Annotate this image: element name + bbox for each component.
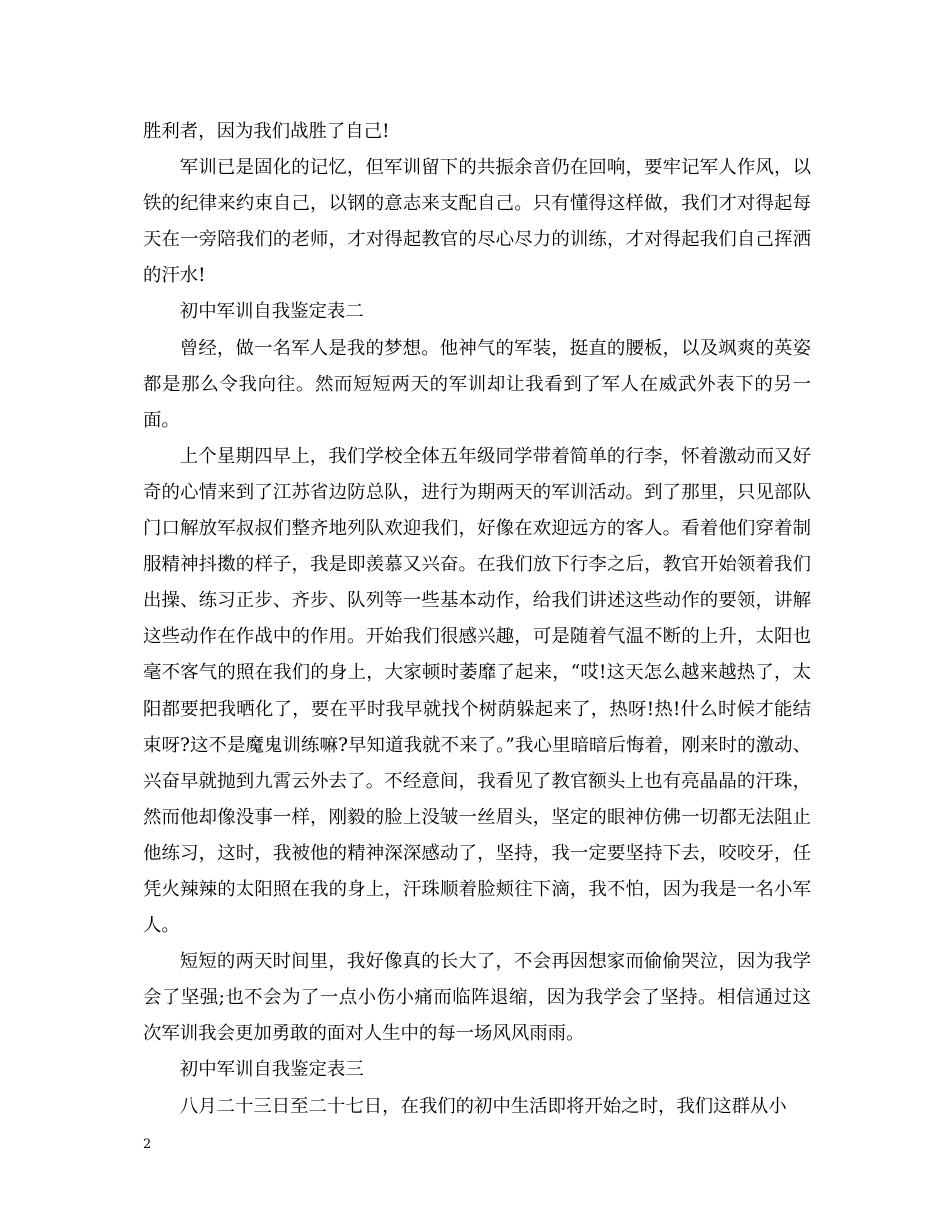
paragraph-6: 八月二十三日至二十七日，在我们的初中生活即将开始之时，我们这群从小: [179, 1095, 787, 1117]
section-heading-3: 初中军训自我鉴定表三: [179, 1059, 364, 1081]
paragraph-2: 军训已是固化的记忆，但军训留下的共振余音仍在回响，要牢记军人作风，以铁的纪律来约束自己，以钢的意志来支配自己。只有懂得这样做，我们才对得起每天在一旁陪我们的老师，才对得起教官的尽心尽力的训练，才对得起我们自己挥洒的汗水!: [143, 157, 811, 287]
paragraph-4: 上个星期四早上，我们学校全体五年级同学带着简单的行李，怀着激动而又好奇的心情来到了江苏省边防总队，进行为期两天的军训活动。到了那里，只见部队门口解放军叔叔们整齐地列队欢迎我们，好像在欢迎远方的客人。看着他们穿着制服精神抖擞的样子，我是即羡慕又兴奋。在我们放下行李之后，教官开始领着我们出操、练习正步、齐步、队列等一些基本动作，给我们讲述这些动作的要领，讲解这些动作在作战中的作用。开始我们很感兴趣，可是随着气温不断的上升，太阳也毫不客气的照在我们的身上，大家顿时萎靡了起来，“哎!这天怎么越来越热了，太阳都要把我晒化了，要在平时我早就找个树荫躲起来了，热呀!热!什么时候才能结束呀?这不是魔鬼训练嘛?早知道我就不来了。”我心里暗暗后悔着，刚来时的激动、兴奋早就抛到九霄云外去了。不经意间，我看见了教官额头上也有亮晶晶的汗珠，然而他却像没事一样，刚毅的脸上没皱一丝眉头，坚定的眼神仿佛一切都无法阻止他练习，这时，我被他的精神深深感动了，坚持，我一定要坚持下去，咬咬牙，任凭火辣辣的太阳照在我的身上，汗珠顺着脸颊往下滴，我不怕，因为我是一名小军人。: [143, 445, 811, 937]
paragraph-3: 曾经，做一名军人是我的梦想。他神气的军装，挺直的腰板，以及飒爽的英姿都是那么令我向往。然而短短两天的军训却让我看到了军人在威武外表下的另一面。: [143, 337, 811, 431]
document-body: [143, 114, 811, 1125]
paragraph-5: 短短的两天时间里，我好像真的长大了，不会再因想家而偷偷哭泣，因为我学会了坚强;也不会为了一点小伤小痛而临阵退缩，因为我学会了坚持。相信通过这次军训我会更加勇敢的面对人生中的每一场风风雨雨。: [143, 951, 811, 1045]
paragraph-1: 胜利者，因为我们战胜了自己!: [143, 121, 390, 142]
section-heading-2: 初中军训自我鉴定表二: [179, 301, 364, 323]
page-number: 2: [143, 1137, 152, 1152]
